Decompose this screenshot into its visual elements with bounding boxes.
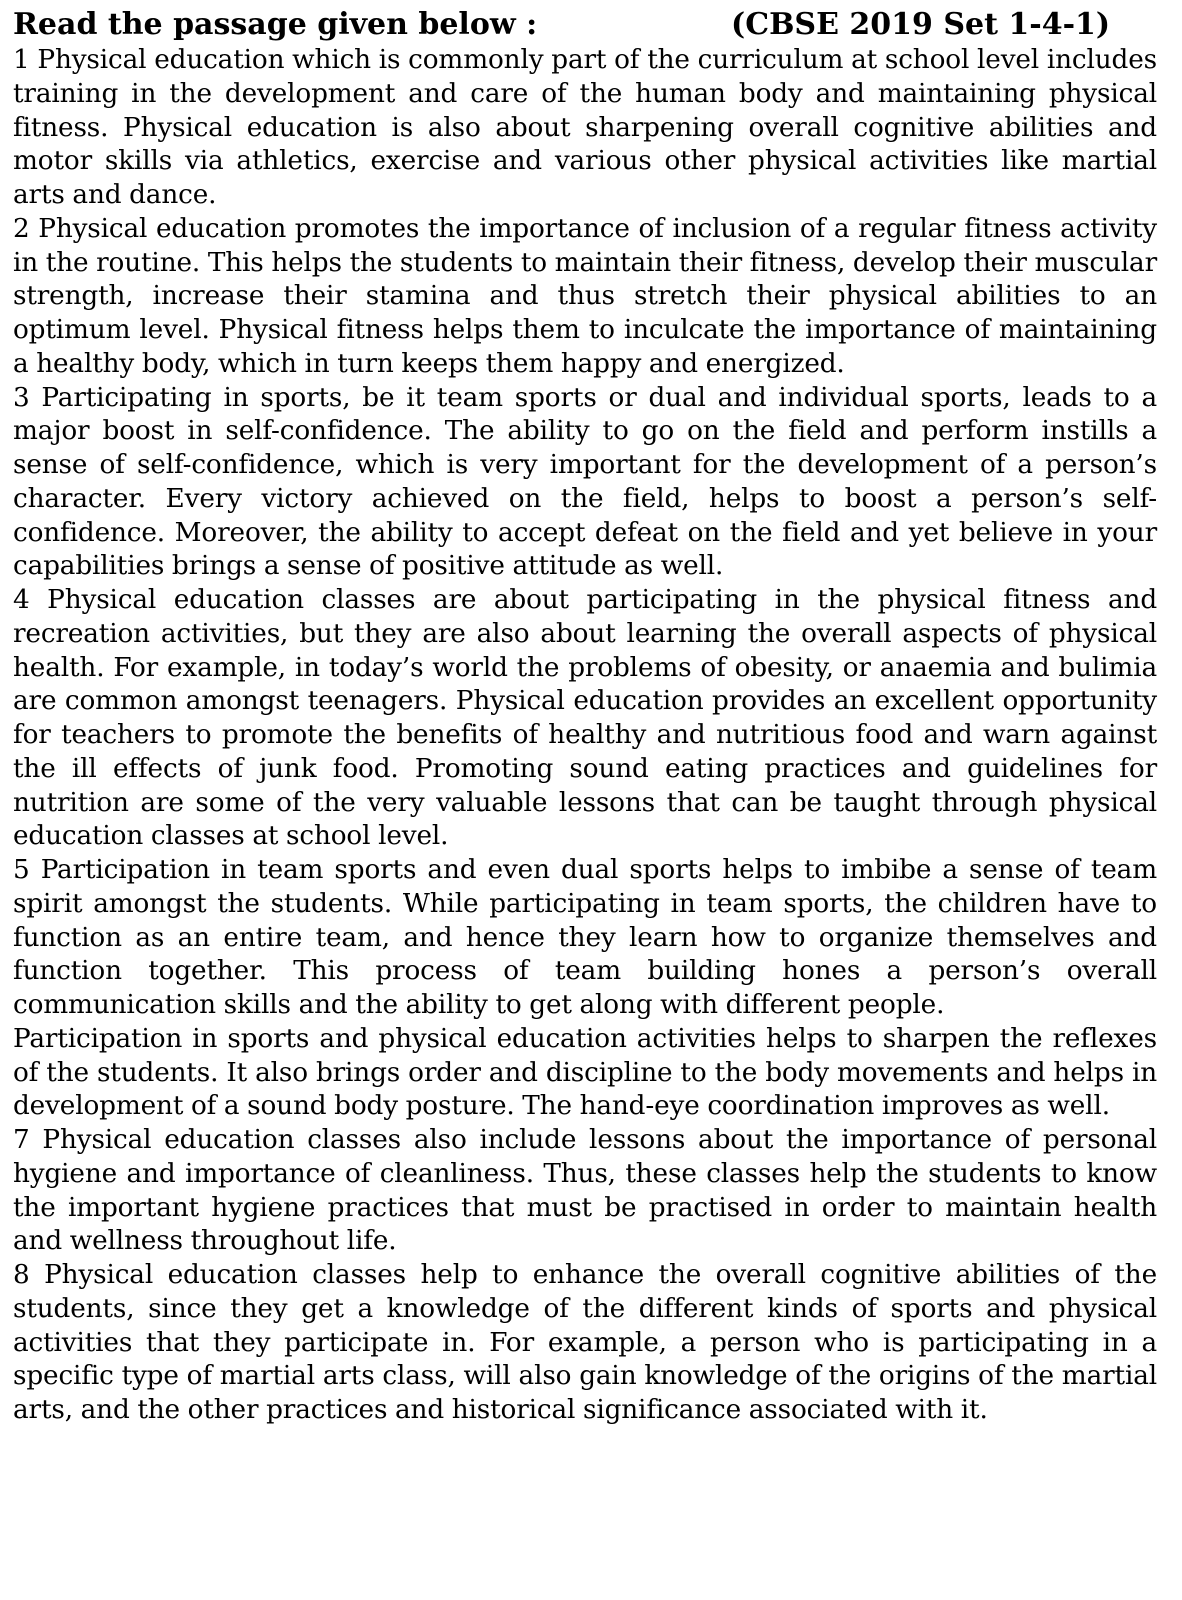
paragraph-6: Participation in sports and physical education activities helps to sharpen the reflexes of the students. It also brings order and discipline to the body movements and helps in development of a sound body posture. The hand-eye coordination improves as well. (13, 1023, 1157, 1122)
passage-body (13, 44, 1157, 1428)
paragraph-3: 3 Participating in sports, be it team sports or dual and individual sports, leads to a major boost in self-confidence. The ability to go on the field and perform instills a sense of self-confidence, which is very important for the development of a person’s character. Every victory achieved on the field, helps to boost a person’s self-confidence. Moreover, the ability to accept defeat on the field and yet believe in your capabilities brings a sense of positive attitude as well. (13, 382, 1157, 582)
paragraph-5: 5 Participation in team sports and even dual sports helps to imbibe a sense of team spirit amongst the students. While participating in team sports, the children have to function as an entire team, and hence they learn how to organize themselves and function together. This process of team building hones a person’s overall communication skills and the ability to get along with different people. (13, 855, 1157, 1020)
document-page (13, 6, 1157, 1428)
exam-source-label: (CBSE 2019 Set 1-4-1) (731, 7, 1111, 42)
paragraph-8: 8 Physical education classes help to enhance the overall cognitive abilities of the students, since they get a knowledge of the different kinds of sports and physical activities that they participate in. For example, a person who is participating in a specific type of martial arts class, will also gain knowledge of the origins of the martial arts, and the other practices and historical significance associated with it. (13, 1260, 1157, 1425)
paragraph-7: 7 Physical education classes also include lessons about the importance of personal hygiene and importance of cleanliness. Thus, these classes help the students to know the important hygiene practices that must be practised in order to maintain health and wellness throughout life. (13, 1125, 1157, 1257)
paragraph-1: 1 Physical education which is commonly part of the curriculum at school level includes training in the development and care of the human body and maintaining physical fitness. Physical education is also about sharpening overall cognitive abilities and motor skills via athletics, exercise and various other physical activities like martial arts and dance. (13, 45, 1157, 210)
passage-heading: Read the passage given below : (13, 7, 538, 42)
passage-header (13, 6, 1157, 44)
paragraph-2: 2 Physical education promotes the importance of inclusion of a regular fitness activity in the routine. This helps the students to maintain their fitness, develop their muscular strength, increase their stamina and thus stretch their physical abilities to an optimum level. Physical fitness helps them to inculcate the importance of maintaining a healthy body, which in turn keeps them happy and energized. (13, 213, 1157, 379)
paragraph-4: 4 Physical education classes are about participating in the physical fitness and recreation activities, but they are also about learning the overall aspects of physical health. For example, in today’s world the problems of obesity, or anaemia and bulimia are common amongst teenagers. Physical education provides an excellent opportunity for teachers to promote the benefits of healthy and nutritious food and warn against the ill effects of junk food. Promoting sound eating practices and guidelines for nutrition are some of the very valuable lessons that can be taught through physical education classes at school level. (13, 585, 1157, 852)
